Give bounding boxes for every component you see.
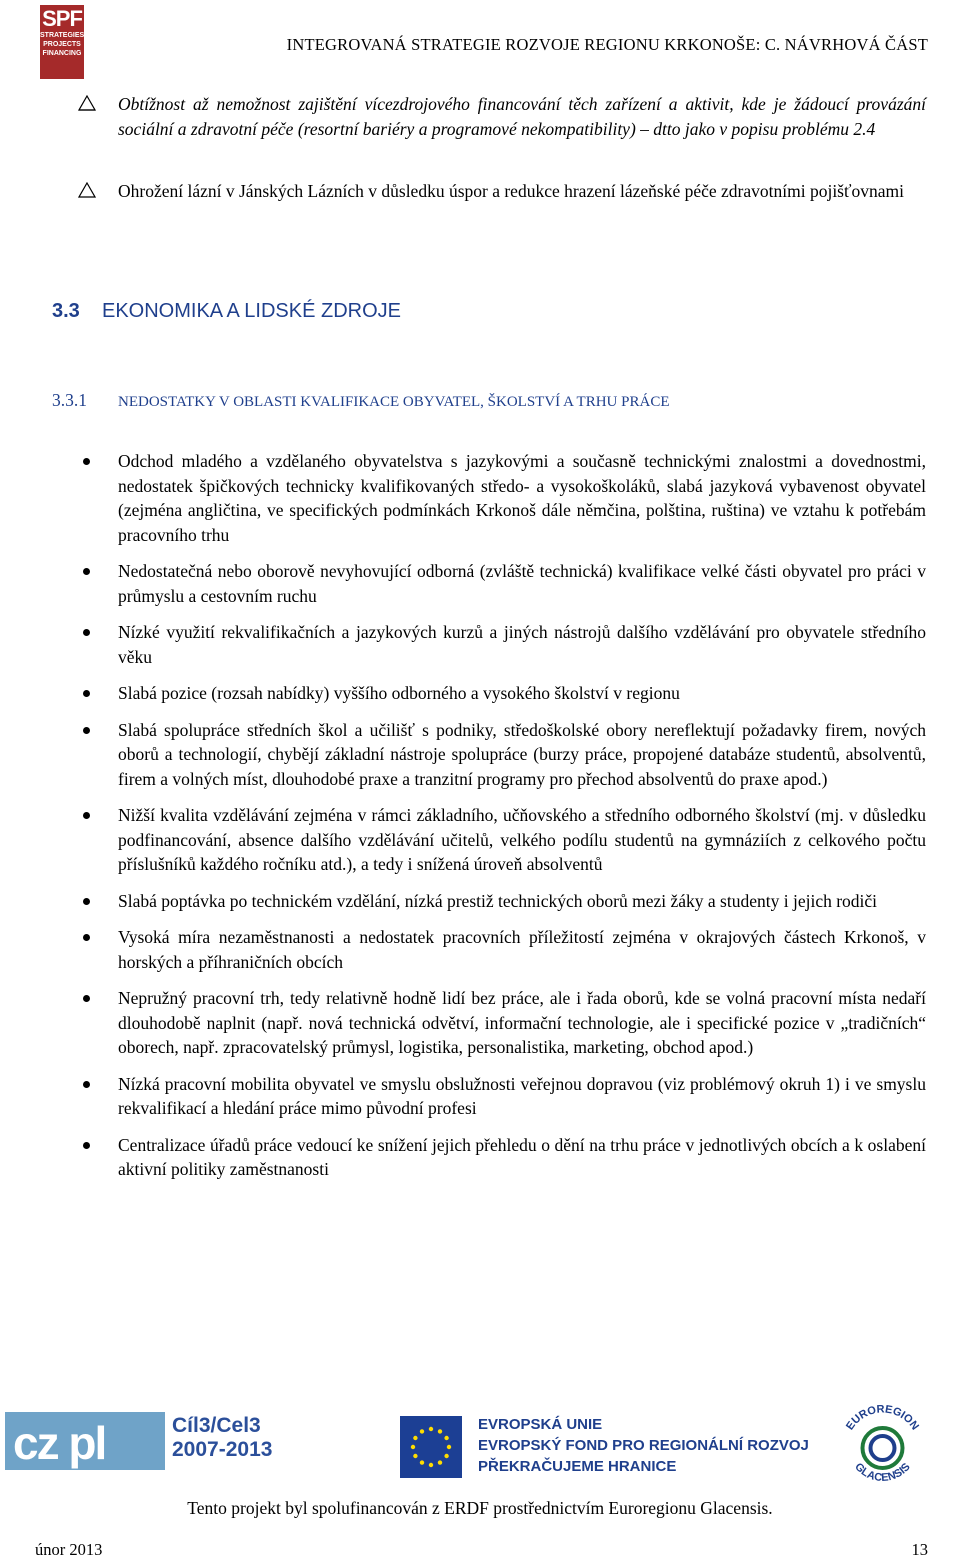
list-item: Nižší kvalita vzdělávání zejména v rámci základního, učňovského a středního odborného školství (mj. v důsledku podfinancování, absence dalšího vzdělávání učitelů, velkého podílu studentů na gymnáziích z celkového počtu příslušníků každého ročníku atd.), a tedy i snížená úroveň absolventů: [78, 803, 926, 877]
list-item: Slabá pozice (rozsah nabídky) vyššího odborného a vysokého školství v regionu: [78, 681, 926, 706]
list-item: Nízká pracovní mobilita obyvatel ve smyslu obslužnosti veřejnou dopravou (viz problémový okruh 1) i ve smyslu rekvalifikací a hledání práce mimo původní profesi: [78, 1072, 926, 1121]
cil3-logo-line1: Cíl3/Cel3: [172, 1414, 261, 1437]
euroregion-top-text: EUROREGION: [843, 1403, 922, 1433]
threat-item: [78, 179, 926, 204]
spf-logo-text: SPF: [42, 6, 82, 31]
subsection-number: 3.3.1: [52, 390, 87, 410]
weakness-list: [78, 449, 926, 1194]
czpl-logo: [5, 1412, 165, 1470]
threat-text: Ohrožení lázní v Jánských Lázních v důsledku úspor a redukce hrazení lázeňské péče zdravotními pojišťovnami: [118, 181, 904, 201]
cil3-logo-line2: 2007-2013: [172, 1438, 273, 1461]
cil3-logo: [172, 1414, 272, 1462]
eu-logo-text: [478, 1414, 809, 1477]
warning-triangle-icon: [78, 95, 96, 111]
subsection-heading: [52, 390, 669, 411]
eu-logo-line2: EVROPSKÝ FOND PRO REGIONÁLNÍ ROZVOJ: [478, 1437, 809, 1454]
threat-text: Obtížnost až nemožnost zajištění vícezdrojového financování těch zařízení a aktivit, kde je žádoucí provázání sociální a zdravotní péče (resortní bariéry a programové nekompatibility) – dtto jako v popisu problému 2.4: [118, 94, 926, 139]
list-item: Centralizace úřadů práce vedoucí ke snížení jejich přehledu o dění na trhu práce v jednotlivých obcích a k oslabení aktivní politiky zaměstnanosti: [78, 1133, 926, 1182]
list-item: Slabá spolupráce středních škol a učilišť s podniky, středoškolské obory nereflektují požadavky firem, nových oborů a technologií, chybějí základní nástroje spolupráce (burzy práce, propojené databáze studentů, absolventů, firem a volných míst, dlouhodobé praxe a tranzitní programy pro přechod absolventů do praxe apod.): [78, 718, 926, 792]
section-title: EKONOMIKA A LIDSKÉ ZDROJE: [102, 300, 401, 322]
eu-logo-line3: PŘEKRAČUJEME HRANICE: [478, 1458, 677, 1475]
document-header-title: INTEGROVANÁ STRATEGIE ROZVOJE REGIONU KRKONOŠE: C. NÁVRHOVÁ ČÁST: [286, 35, 928, 54]
euroregion-bottom-text: GLACENSIS: [852, 1460, 913, 1485]
svg-text:GLACENSIS: [852, 1461, 912, 1484]
section-heading: [52, 300, 401, 323]
list-item: Nízké využití rekvalifikačních a jazykových kurzů a jiných nástrojů dalšího vzdělávání pro obyvatele středního věku: [78, 620, 926, 669]
spf-logo: [40, 5, 84, 79]
eu-logo-line1: EVROPSKÁ UNIE: [478, 1416, 603, 1433]
list-item: Nedostatečná nebo oborově nevyhovující odborná (zvláště technická) kvalifikace velké části obyvatel pro práci v průmyslu a cestovním ruchu: [78, 559, 926, 608]
warning-triangle-icon: [78, 182, 96, 198]
footer-date: únor 2013: [35, 1540, 103, 1559]
threat-item: [78, 92, 926, 141]
czpl-logo-text: cz pl: [13, 1417, 106, 1469]
euroregion-glacensis-logo: [835, 1400, 930, 1495]
eu-flag-icon: [400, 1416, 462, 1478]
list-item: Nepružný pracovní trh, tedy relativně hodně lidí bez práce, ale i řada oborů, kde se volná pracovní místa nedaří dlouhodobě naplnit (např. nová technická odvětví, informační technologie, ale i specifické pozice v „tradičních“ oborech, např. zpracovatelský průmysl, logistika, personalistika, marketing, obchod apod.): [78, 986, 926, 1060]
list-item: Vysoká míra nezaměstnanosti a nedostatek pracovních příležitostí zejména v okrajových částech Krkonoš, v horských a příhraničních obcích: [78, 925, 926, 974]
section-number: 3.3: [52, 300, 80, 322]
subsection-title: NEDOSTATKY V OBLASTI KVALIFIKACE OBYVATEL, ŠKOLSTVÍ A TRHU PRÁCE: [118, 394, 670, 410]
spf-logo-subtext: STRATEGIES PROJECTS FINANCING: [40, 32, 85, 57]
partner-logos: [0, 1400, 960, 1495]
footer-funding-note: Tento projekt byl spolufinancován z ERDF prostřednictvím Euroregionu Glacensis.: [187, 1498, 773, 1518]
list-item: Odchod mladého a vzdělaného obyvatelstva s jazykovými a současně technickými znalostmi a dovednostmi, nedostatek špičkových technicky kvalifikovaných středo- a vysokoškoláků, slabá jazyková vybavenost obyvatel (zejména angličtina, ve specifických podmínkách Krkonoš dále němčina, polština, ruština) ve vztahu k potřebám pracovního trhu: [78, 449, 926, 547]
page-number: 13: [911, 1540, 928, 1559]
list-item: Slabá poptávka po technickém vzdělání, nízká prestiž technických oborů mezi žáky a studenty i jejich rodiči: [78, 889, 926, 914]
